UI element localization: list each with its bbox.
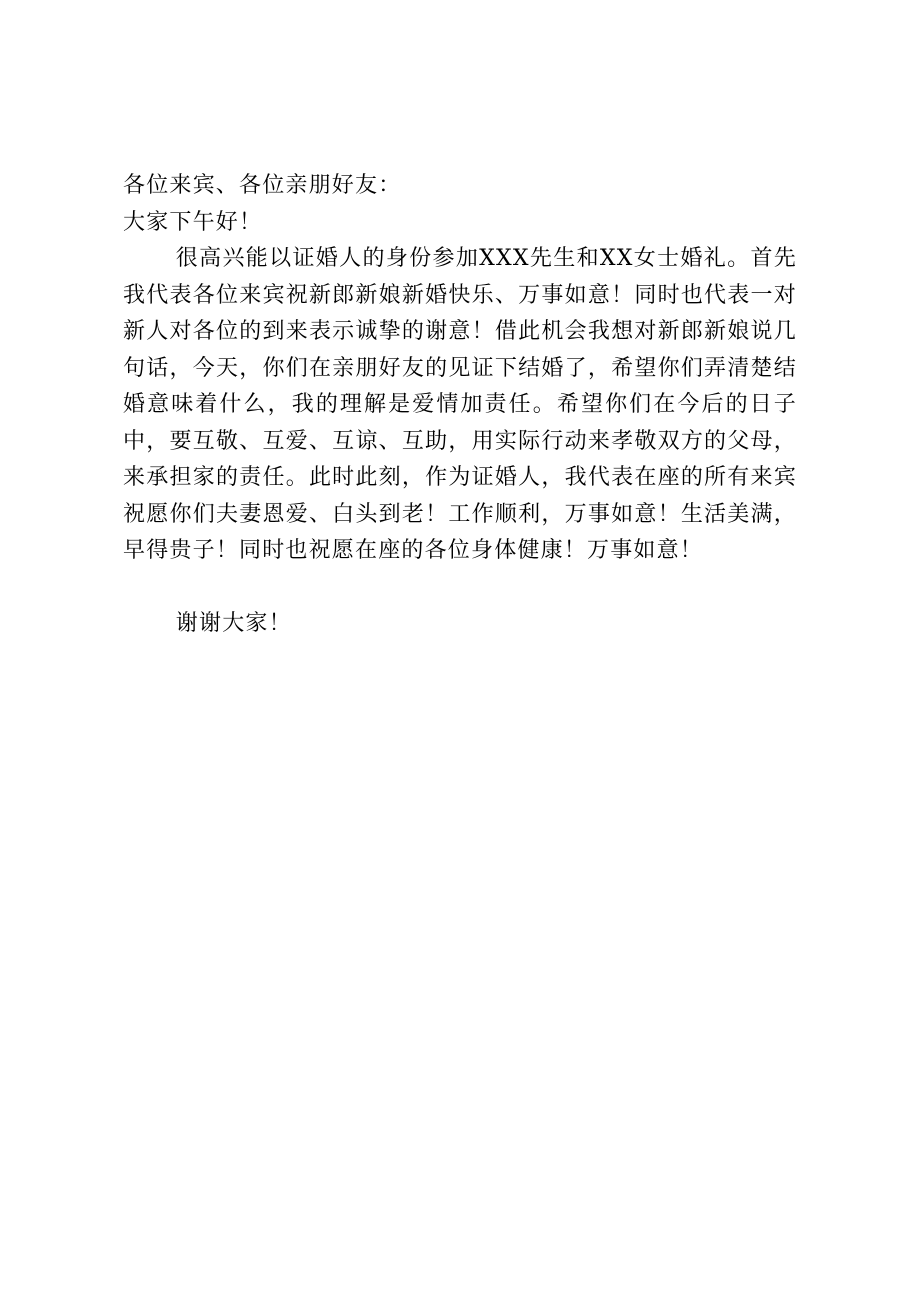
greeting: 大家下午好！ [123, 209, 263, 235]
salutation: 各位来宾、各位亲朋好友： [123, 173, 402, 198]
closing-line: 谢谢大家！ [175, 610, 292, 636]
body-paragraph: 很高兴能以证婚人的身份参加XXX先生和XX女士婚礼。首先我代表各位来宾祝新郎新娘新婚快乐、万事如意！同时也代表一对新人对各位的到来表示诚挚的谢意！借此机会我想对新郎新娘说几句话，今天，你们在亲朋好友的见证下结婚了，希望你们弄清楚结婚意味着什么，我的理解是爱情加责任。希望你们在今后的日子中，要互敬、互爱、互谅、互助，用实际行动来孝敬双方的父母，来承担家的责任。此时此刻，作为证婚人，我代表在座的所有来宾祝愿你们夫妻恩爱、白头到老！工作顺利，万事如意！生活美满，早得贵子！同时也祝愿在座的各位身体健康！万事如意！ [123, 246, 797, 563]
speech-text [123, 168, 797, 642]
